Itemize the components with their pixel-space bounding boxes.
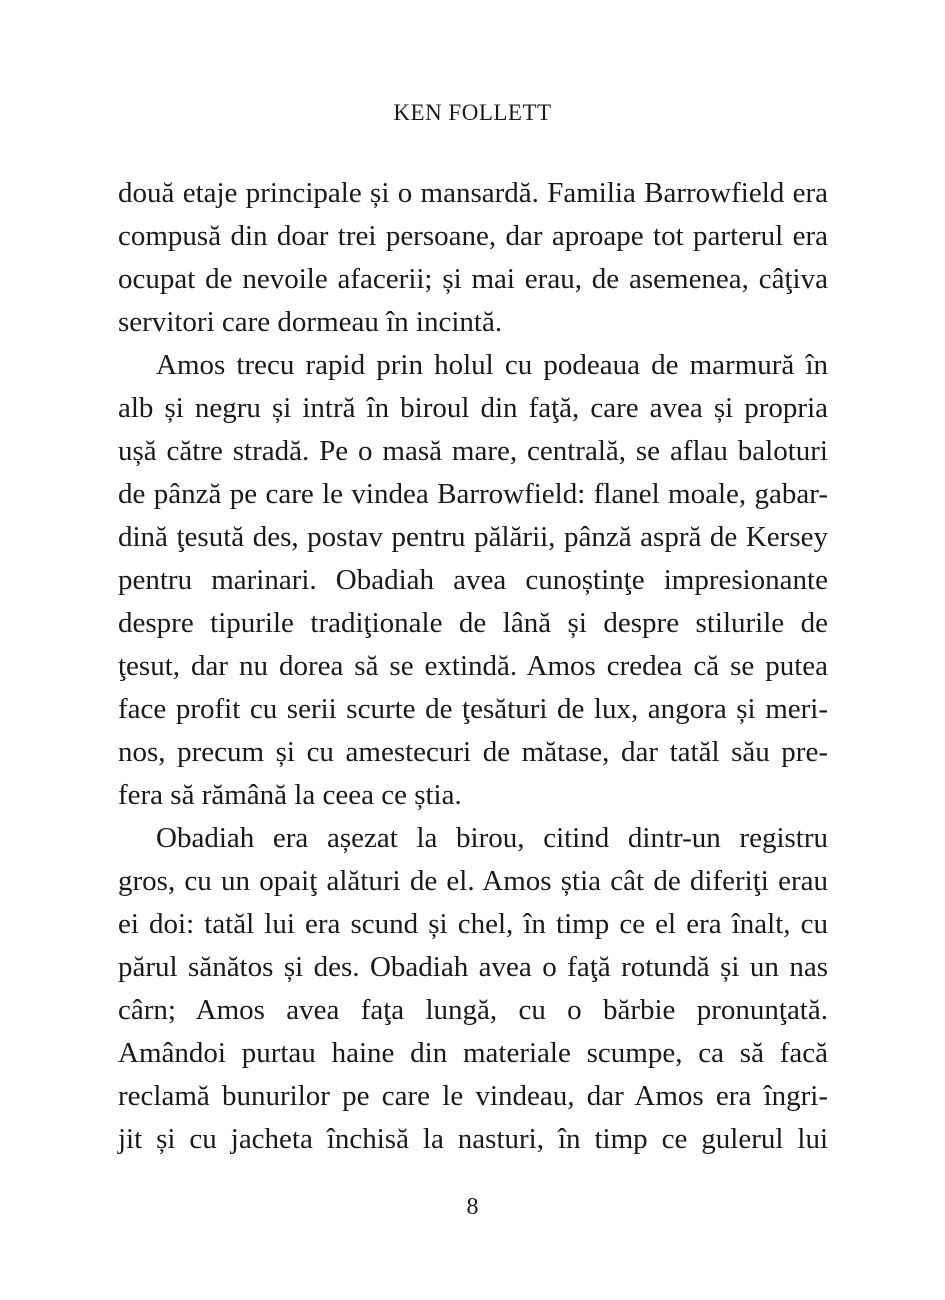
text-line: nos, precum și cu amestecuri de mătase, dar tatăl său pre- xyxy=(118,736,828,768)
text-line: jit și cu jacheta închisă la nasturi, în timp ce gulerul lui xyxy=(118,1123,828,1155)
text-line: face profit cu serii scurte de ţesături de lux, angora și meri- xyxy=(118,693,828,725)
text-line: părul sănătos și des. Obadiah avea o faţă rotundă și un nas xyxy=(118,951,828,983)
running-head-author: KEN FOLLETT xyxy=(393,100,552,125)
text-line: două etaje principale și o mansardă. Familia Barrowfield era xyxy=(118,177,828,209)
text-line: gros, cu un opaiţ alături de el. Amos știa cât de diferiţi erau xyxy=(118,865,828,897)
text-line: compusă din doar trei persoane, dar aproape tot parterul era xyxy=(118,220,828,252)
text-line: ţesut, dar nu dorea să se extindă. Amos credea că se putea xyxy=(118,650,828,682)
text-line: despre tipurile tradiţionale de lână și despre stilurile de xyxy=(118,607,828,639)
text-line: alb și negru și intră în biroul din faţă, care avea și propria xyxy=(118,392,828,424)
text-line: ocupat de nevoile afacerii; și mai erau, de asemenea, câţiva xyxy=(118,263,828,295)
text-line: dină ţesută des, postav pentru pălării, pânză aspră de Kersey xyxy=(118,521,828,553)
text-line: Obadiah era așezat la birou, citind dintr-un registru xyxy=(156,822,828,854)
body-text xyxy=(118,172,828,1161)
text-line: servitori care dormeau în incintă. xyxy=(118,306,503,338)
text-line: Amos trecu rapid prin holul cu podeaua de marmură în xyxy=(156,349,828,381)
text-line: reclamă bunurilor pe care le vindeau, dar Amos era îngri- xyxy=(118,1080,828,1112)
page-number: 8 xyxy=(466,1194,479,1220)
text-line: de pânză pe care le vindea Barrowfield: flanel moale, gabar- xyxy=(118,478,828,510)
text-line: pentru marinari. Obadiah avea cunoștinţe impresionante xyxy=(118,564,828,596)
text-line: cârn; Amos avea faţa lungă, cu o bărbie pronunţată. xyxy=(118,994,828,1026)
text-line: ușă către stradă. Pe o masă mare, centrală, se aflau baloturi xyxy=(118,435,828,467)
text-line: fera să rămână la ceea ce știa. xyxy=(118,779,462,811)
text-line: Amândoi purtau haine din materiale scumpe, ca să facă xyxy=(118,1037,828,1069)
text-line: ei doi: tatăl lui era scund și chel, în timp ce el era înalt, cu xyxy=(118,908,828,940)
